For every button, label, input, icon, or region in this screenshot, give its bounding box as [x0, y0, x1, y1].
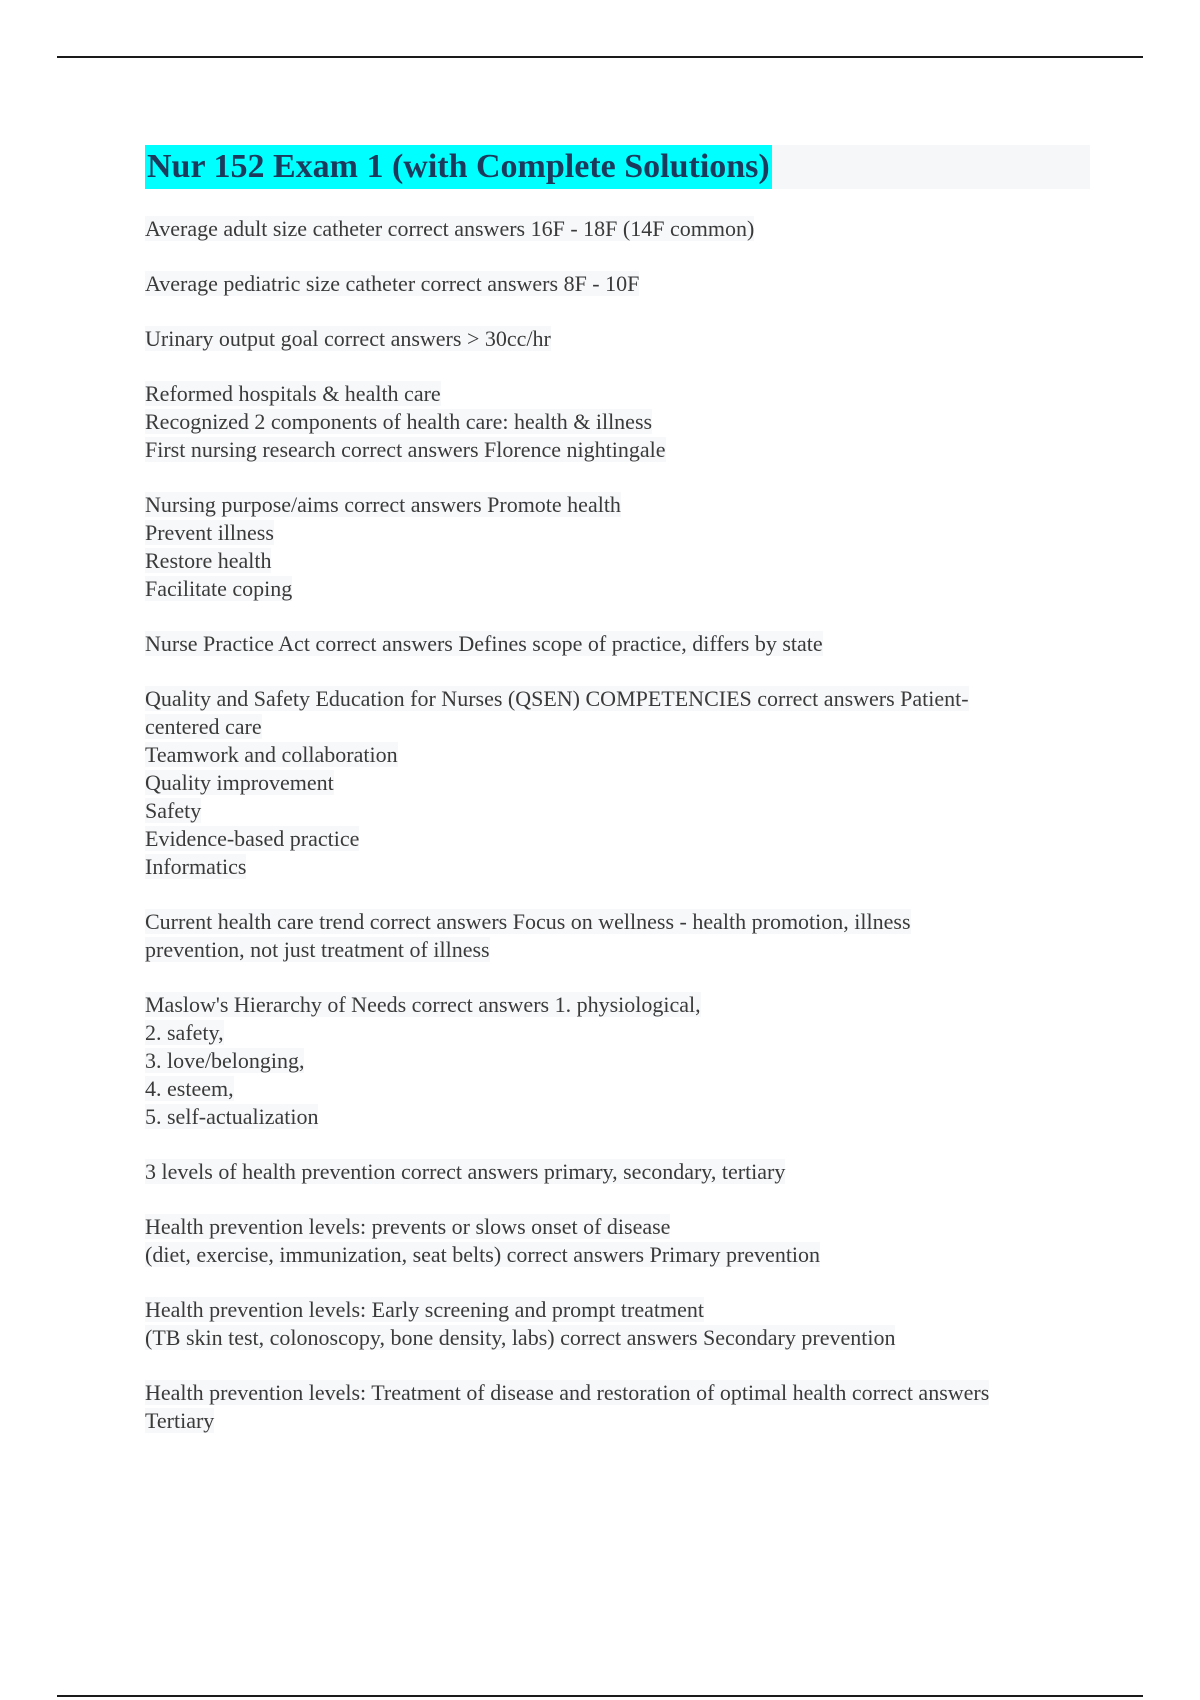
bottom-rule [57, 1695, 1143, 1697]
qa-line [145, 1047, 1090, 1075]
qa-line-text: 3 levels of health prevention correct answers primary, secondary, tertiary [145, 1159, 786, 1184]
qa-line [145, 908, 1090, 936]
qa-item [145, 325, 1090, 353]
qa-line-text: Teamwork and collaboration [145, 742, 398, 767]
document-title: Nur 152 Exam 1 (with Complete Solutions) [145, 145, 772, 189]
qa-line [145, 1241, 1090, 1269]
qa-line [145, 575, 1090, 603]
qa-line-text: centered care [145, 714, 262, 739]
qa-line-text: Tertiary [145, 1408, 215, 1433]
qa-line-text: Nurse Practice Act correct answers Defines scope of practice, differs by state [145, 631, 823, 656]
qa-line [145, 325, 1090, 353]
qa-line [145, 1019, 1090, 1047]
qa-line [145, 1075, 1090, 1103]
qa-line [145, 380, 1090, 408]
qa-line-text: Quality and Safety Education for Nurses (QSEN) COMPETENCIES correct answers Patient- [145, 686, 969, 711]
qa-line-text: 4. esteem, [145, 1076, 234, 1101]
qa-line-text: Health prevention levels: prevents or slows onset of disease [145, 1214, 671, 1239]
qa-line [145, 1407, 1090, 1435]
qa-line-text: Average adult size catheter correct answers 16F - 18F (14F common) [145, 216, 755, 241]
qa-list [145, 215, 1090, 1435]
top-rule [57, 56, 1143, 58]
qa-line [145, 1158, 1090, 1186]
qa-line-text: Maslow's Hierarchy of Needs correct answers 1. physiological, [145, 992, 701, 1017]
qa-line-text: Reformed hospitals & health care [145, 381, 441, 406]
qa-line [145, 215, 1090, 243]
qa-item [145, 685, 1090, 881]
qa-line [145, 519, 1090, 547]
qa-item [145, 991, 1090, 1131]
qa-line-text: Quality improvement [145, 770, 334, 795]
qa-line-text: Evidence-based practice [145, 826, 360, 851]
qa-line-text: Health prevention levels: Early screening and prompt treatment [145, 1297, 704, 1322]
qa-line [145, 1213, 1090, 1241]
qa-line-text: Urinary output goal correct answers > 30cc/hr [145, 326, 551, 351]
qa-line-text: Safety [145, 798, 202, 823]
qa-line-text: Restore health [145, 548, 272, 573]
qa-line [145, 769, 1090, 797]
qa-line [145, 1103, 1090, 1131]
qa-line [145, 436, 1090, 464]
qa-line [145, 797, 1090, 825]
qa-line-text: (TB skin test, colonoscopy, bone density, labs) correct answers Secondary prevention [145, 1325, 896, 1350]
qa-line-text: Facilitate coping [145, 576, 293, 601]
qa-line [145, 936, 1090, 964]
qa-item [145, 1379, 1090, 1435]
qa-item [145, 270, 1090, 298]
qa-item [145, 1158, 1090, 1186]
qa-item [145, 491, 1090, 603]
qa-item [145, 1213, 1090, 1269]
title-bar [145, 145, 1090, 189]
qa-line [145, 1296, 1090, 1324]
qa-line [145, 853, 1090, 881]
qa-line-text: Prevent illness [145, 520, 274, 545]
qa-line-text: Health prevention levels: Treatment of disease and restoration of optimal health correct answers [145, 1380, 990, 1405]
qa-line [145, 408, 1090, 436]
qa-item [145, 908, 1090, 964]
qa-item [145, 215, 1090, 243]
qa-line [145, 1324, 1090, 1352]
qa-line [145, 491, 1090, 519]
qa-item [145, 630, 1090, 658]
qa-line-text: prevention, not just treatment of illness [145, 937, 490, 962]
qa-line-text: Nursing purpose/aims correct answers Promote health [145, 492, 621, 517]
qa-line-text: First nursing research correct answers Florence nightingale [145, 437, 666, 462]
qa-item [145, 380, 1090, 464]
document-body [145, 145, 1090, 1462]
qa-line [145, 713, 1090, 741]
qa-line [145, 685, 1090, 713]
qa-line-text: 2. safety, [145, 1020, 224, 1045]
qa-line-text: Current health care trend correct answers Focus on wellness - health promotion, illness [145, 909, 911, 934]
qa-line-text: Recognized 2 components of health care: health & illness [145, 409, 653, 434]
qa-line-text: 5. self-actualization [145, 1104, 319, 1129]
qa-line-text: Informatics [145, 854, 247, 879]
qa-line [145, 825, 1090, 853]
qa-line [145, 991, 1090, 1019]
qa-line [145, 547, 1090, 575]
qa-line [145, 270, 1090, 298]
qa-item [145, 1296, 1090, 1352]
qa-line [145, 741, 1090, 769]
qa-line-text: Average pediatric size catheter correct answers 8F - 10F [145, 271, 640, 296]
qa-line [145, 1379, 1090, 1407]
qa-line-text: 3. love/belonging, [145, 1048, 305, 1073]
qa-line [145, 630, 1090, 658]
qa-line-text: (diet, exercise, immunization, seat belts) correct answers Primary prevention [145, 1242, 821, 1267]
